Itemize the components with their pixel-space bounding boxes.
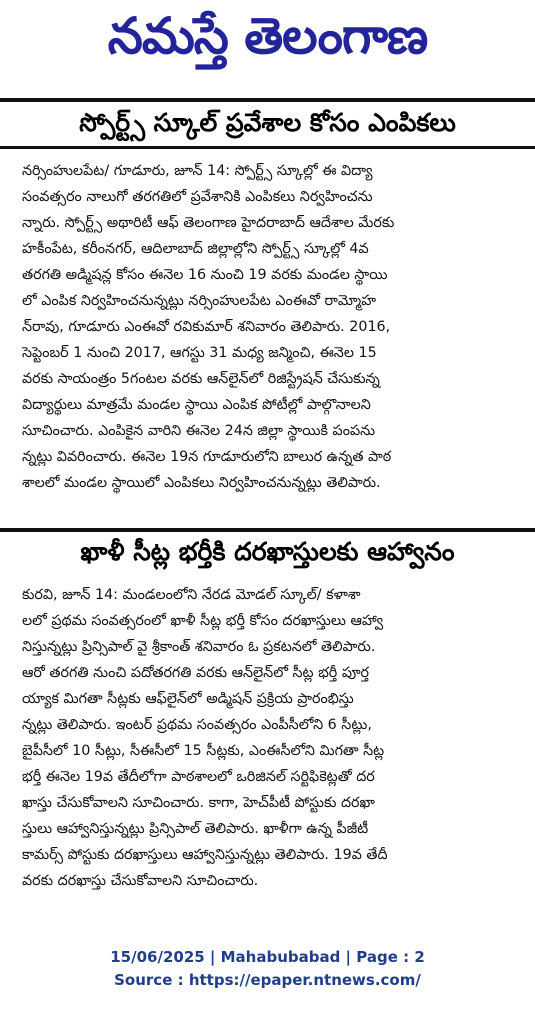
article1-body [22,158,518,496]
article1-line: సెప్టెంబర్ 1 నుంచి 2017, ఆగస్టు 31 మధ్య జన్మించి, ఈనెల 15 [22,345,377,361]
article2-line: ఆరో తరగతి నుంచి పదోతరగతి వరకు ఆన్‌లైన్‌లో సీట్ల భర్తీ పూర్త [22,665,370,681]
article2-line: వరకు దరఖాస్తు చేసుకోవాలని సూచించారు. [22,873,259,889]
article2-line: భర్తీ ఈనెల 19వ తేదీలోగా పాఠశాలలో ఒరిజినల్ సర్టిఫికెట్లతో దర [22,769,375,785]
article1-line: న్నట్లు వివరించారు. ఈనెల 19న గూడూరులోని బాలుర ఉన్నత పాఠ [22,449,392,465]
article2-line: కురవి, జూన్ 14: మండలంలోని నేరడ మోడల్ స్కూల్/ కళాశా [22,587,361,603]
article2-body [22,582,518,894]
article2-line: బైపీసీలో 10 సీట్లు, సీఈసీలో 15 సీట్లకు, ఎంఈసీలోని మిగతా సీట్ల [22,743,385,759]
newspaper-logo-title: నమస్తే తెలంగాణ [107,6,428,65]
article1-headline: స్పోర్ట్స్ స్కూల్ ప్రవేశాల కోసం ఎంపికలు [79,108,456,137]
divider-mid [0,528,535,532]
article1-line: లో ఎంపిక నిర్వహించనున్నట్లు నర్సింహులపేట ఎంఈవో రామ్మోహ [22,293,376,309]
article2-line: కామర్స్ పోస్టుకు దరఖాస్తులు ఆహ్వానిస్తున్నట్లు తెలిపారు. 19వ తేదీ [22,847,388,863]
article1-line: శాలలో మండల స్థాయిలో ఎంపికలు నిర్వహించనున్నట్లు తెలిపారు. [22,475,381,491]
article2-headline: ఖాళీ సీట్ల భర్తీకి దరఖాస్తులకు ఆహ్వానం [80,537,455,566]
masthead [0,0,535,84]
article1-line: వరకు సాయంత్రం 5గంటల వరకు ఆన్‌లైన్‌లో రిజిస్ట్రేషన్ చేసుకున్న [22,371,380,387]
footer-source: Source : https://epaper.ntnews.com/ [114,971,421,989]
divider-article1 [0,146,535,149]
article1-line: నర్సింహులపేట/ గూడూరు, జూన్ 14: స్పోర్ట్స్ స్కూల్లో ఈ విద్యా [22,163,373,179]
article2-line: లలో ప్రథమ సంవత్సరంలో ఖాళీ సీట్ల భర్తీ కోసం దరఖాస్తులు ఆహ్వా [22,613,384,629]
article2-line: న్నట్లు తెలిపారు. ఇంటర్ ప్రథమ సంవత్సరం ఎంపీసీలోని 6 సీట్లు, [22,717,372,733]
footer-date-edition: 15/06/2025 | Mahabubabad | Page : 2 [110,948,425,966]
article2-line: య్యాక మిగతా సీట్లకు ఆఫ్‌లైన్‌లో అడ్మిషన్ ప్రక్రియ ప్రారంభిస్తు [22,691,354,707]
article2-line: ఖాస్తు చేసుకోవాలని సూచించారు. కాగా, హెచ్‌పీటీ పోస్టుకు దరఖా [22,795,375,811]
article1-line: సూచించారు. ఎంపికైన వారిని ఈనెల 24న జిల్లా స్థాయికి పంపను [22,423,376,439]
article2-line: స్తులు ఆహ్వానిస్తున్నట్లు ప్రిన్సిపాల్ తెలిపారు. ఖాళీగా ఉన్న పీజీటీ [22,821,369,837]
article1-line: విద్యార్థులు మాత్రమే మండల స్థాయి ఎంపిక పోటీల్లో పాల్గొనాలని [22,397,371,413]
article1-line: న్నారు. స్పోర్ట్స్ అథారిటీ ఆఫ్ తెలంగాణ హైదరాబాద్ ఆదేశాల మేరకు [22,215,395,231]
article1-line: హకీంపేట, కరీంనగర్, ఆదిలాబాద్ జిల్లాల్లోని స్పోర్ట్స్ స్కూల్లో 4వ [22,241,369,257]
article1-line: సంవత్సరం నాలుగో తరగతిలో ప్రవేశానికి ఎంపికలు నిర్వహించను [22,189,373,205]
article1-line: తరగతి అడ్మిషన్ల కోసం ఈనెల 16 నుంచి 19 వరకు మండల స్థాయి [22,267,388,283]
article1-line: న్‌రావు, గూడూరు ఎంఈవో రవికుమార్ శనివారం తెలిపారు. 2016, [22,319,391,335]
divider-top [0,98,535,102]
article2-line: నిస్తున్నట్లు ప్రిన్సిపాల్ వై శ్రీకాంత్ శనివారం ఓ ప్రకటనలో తెలిపారు. [22,639,376,655]
